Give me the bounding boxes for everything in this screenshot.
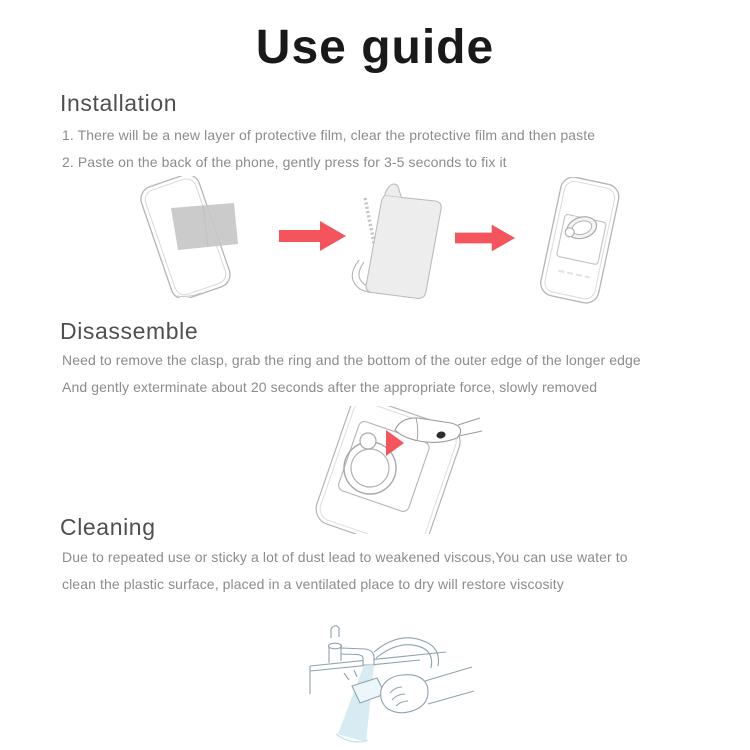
arrow-right-icon — [279, 221, 346, 251]
installation-heading: Installation — [60, 90, 178, 116]
phone-with-ring-illustration — [513, 177, 641, 305]
ring-hinge-knob — [360, 433, 376, 449]
faucet-handle — [331, 626, 339, 638]
ring-removal-illustration — [300, 406, 488, 534]
phone-with-film-illustration — [128, 176, 246, 298]
forearm-lines — [425, 667, 474, 704]
disassemble-line-2: And gently exterminate about 20 seconds after the appropriate force, slowly removed — [62, 379, 598, 395]
holder-peel-film-illustration — [343, 182, 453, 300]
rinse-under-faucet-illustration — [302, 616, 482, 750]
disassemble-heading: Disassemble — [60, 318, 199, 344]
cleaning-line-2: clean the plastic surface, placed in a ventilated place to dry will restore viscosity — [62, 576, 564, 592]
disassemble-line-1: Need to remove the clasp, grab the ring and the bottom of the outer edge of the longer edge — [62, 352, 641, 368]
cleaning-line-1: Due to repeated use or sticky a lot of dust lead to weakened viscous,You can use water to — [62, 549, 628, 565]
faucet-base — [329, 645, 341, 663]
installation-step-1: 1. There will be a new layer of protective film, clear the protective film and then paste — [62, 127, 596, 143]
water-stream — [338, 665, 374, 742]
arrow-right-icon — [455, 224, 515, 252]
page-title: Use guide — [255, 21, 495, 74]
protective-film-sheet — [171, 203, 238, 250]
cleaning-heading: Cleaning — [60, 514, 156, 540]
installation-step-2: 2. Paste on the back of the phone, gently press for 3-5 seconds to fix it — [62, 154, 507, 170]
